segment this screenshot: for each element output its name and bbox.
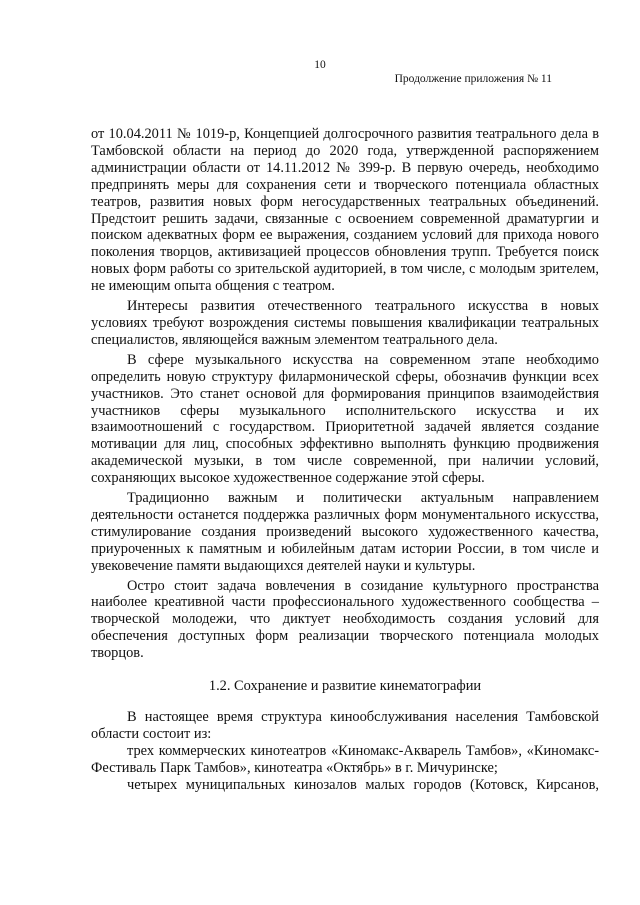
section-heading: 1.2. Сохранение и развитие кинематографии bbox=[208, 678, 482, 695]
list-item: четырех муниципальных кинозалов малых городов (Котовск, Кирсанов, bbox=[127, 776, 599, 793]
list-item: трех коммерческих кинотеатров «Киномакс-Акварель Тамбов», «Киномакс-Фестиваль Парк Тамбов», кинотеатра «Октябрь» в г. Мичуринске; bbox=[91, 742, 599, 776]
paragraph: от 10.04.2011 № 1019-р, Концепцией долгосрочного развития театрального дела в Тамбовской области на период до 2020 года, утвержденной распоряжением администрации области от 14.11.2012 № 399-р. В первую очередь, необходимо предпринять меры для сохранения сети и творческого потенциала областных театров, развития новых форм негосударственных театральных объединений. Предстоит решить задачи, связанные с освоением современной драматургии и поиском адекватных форм ее выражения, созданием условий для прихода нового поколения творцов, активизацией процессов обновления трупп. Требуется поиск новых форм работы со зрительской аудиторией, в том числе, с молодым зрителем, не имеющим опыта общения с театром. bbox=[91, 126, 599, 295]
paragraph: Традиционно важным и политически актуальным направлением деятельности останется поддержка различных форм монументального искусства, стимулирование создания произведений высокого художественного качества, приуроченных к памятным и юбилейным датам истории России, в том числе и увековечение памяти выдающихся деятелей науки и культуры. bbox=[91, 490, 599, 574]
document-body bbox=[91, 126, 599, 794]
page-number: 10 bbox=[314, 59, 326, 71]
paragraph: Интересы развития отечественного театрального искусства в новых условиях требуют возрождения системы повышения квалификации театральных специалистов, являющейся важным элементом театрального дела. bbox=[91, 298, 599, 348]
paragraph: В настоящее время структура кинообслуживания населения Тамбовской области состоит из: bbox=[91, 709, 599, 742]
appendix-continuation-note: Продолжение приложения № 11 bbox=[394, 73, 552, 85]
paragraph: В сфере музыкального искусства на современном этапе необходимо определить новую структуру филармонической сферы, обозначив функции всех участников. Это станет основой для формирования принципов взаимодействия участников сферы музыкального исполнительского искусства и их взаимоотношений с государством. Приоритетной задачей является создание мотивации для лиц, способных эффективно выполнять функцию продвижения академической музыки, в том числе современной, при наличии условий, сохраняющих высокое художественное содержание этой сферы. bbox=[91, 351, 599, 487]
paragraph: Остро стоит задача вовлечения в созидание культурного пространства наиболее креативной части профессионального художественного сообщества – творческой молодежи, что диктует необходимость создания условий для обеспечения доступных форм реализации творческого потенциала молодых творцов. bbox=[91, 577, 599, 662]
